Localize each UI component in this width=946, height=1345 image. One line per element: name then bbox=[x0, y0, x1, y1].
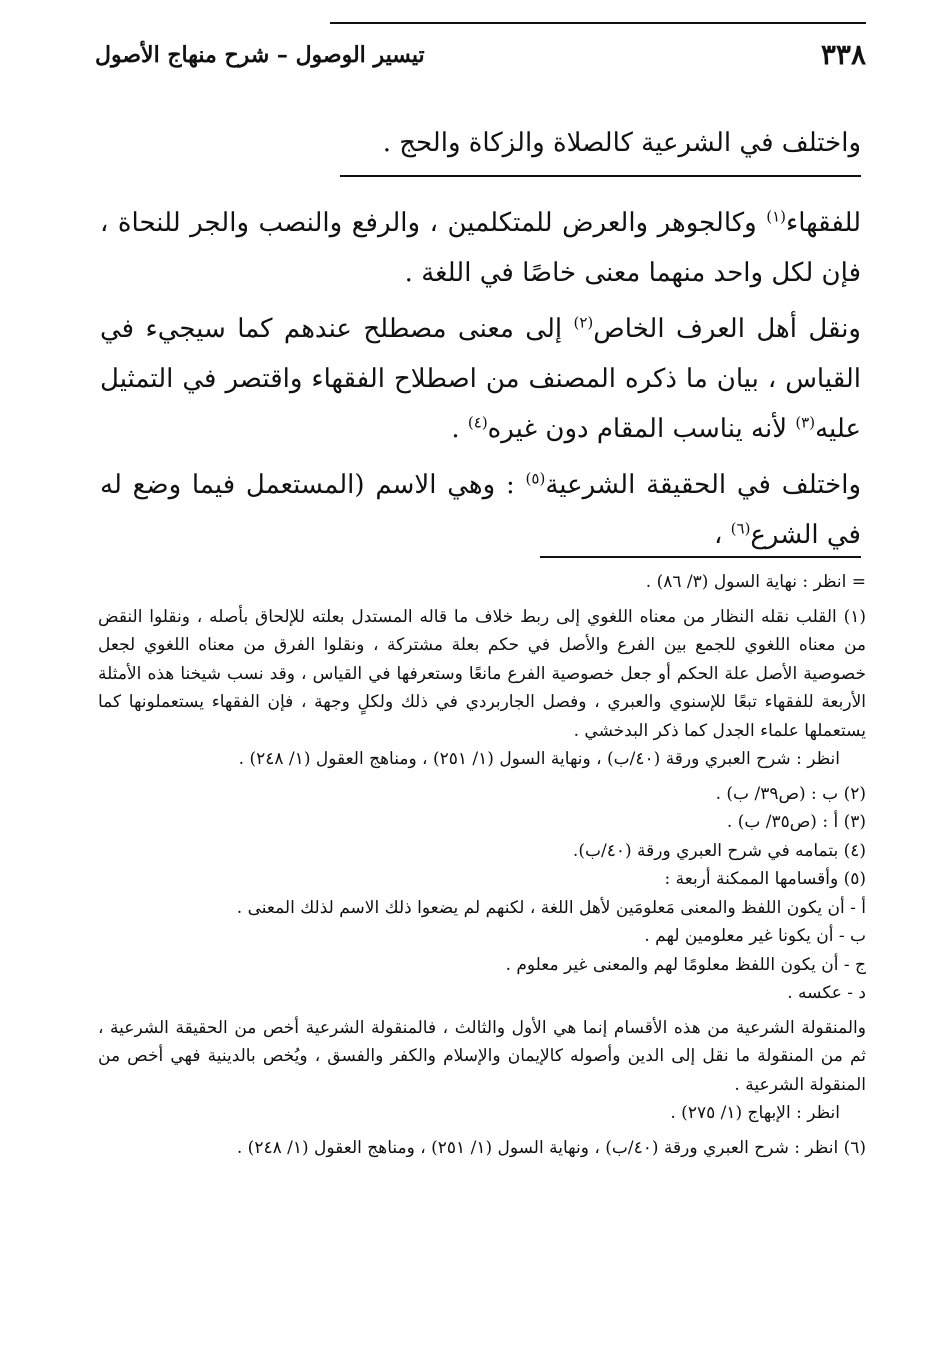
running-title: تيسير الوصول – شرح منهاج الأصول bbox=[95, 42, 425, 68]
footnote-ref-5: (٥) bbox=[525, 469, 546, 488]
main-text: واختلف في الحقيقة الشرعية bbox=[545, 470, 861, 500]
page-number: ٣٣٨ bbox=[820, 38, 866, 71]
footnote-ref-3: (٣) bbox=[795, 413, 816, 432]
footnote-1: (١) القلب نقله النظار من معناه اللغوي إلى ربط خلاف ما قاله المستدل بعلته للإلحاق بأصله ، ونقلوا النقض من معناه اللغوي للجمع بين الفرع والأصل في حكم بعلة مشتركة ، ونقلوا الفرق من معناه اللغوي لجعل خصوصية الأصل علة الحكم أو جعل خصوصية الفرع مانعًا وستعرفها في القياس ، وقد نسب شيخنا هذه الأمثلة الأربعة للفقهاء تبعًا للإسنوي والعبري ، وفصل الجاربردي في ذلك ولكلٍ وجهة ، فإن الفقهاء يستعملونها كما يستعملها علماء الجدل كما ذكر البدخشي . bbox=[98, 606, 866, 741]
footnote-1-source: انظر : شرح العبري ورقة (٤٠/ب) ، ونهاية السول (١/ ٢٥١) ، ومناهج العقول (١/ ٢٤٨) . bbox=[238, 749, 840, 769]
footnote-continuation: = انظر : نهاية السول (٣/ ٨٦) . bbox=[645, 572, 866, 592]
main-text: إلى معنى مصطلح عندهم كما سيجيء في القياس ، بيان ما ذكره المصنف من اصطلاح الفقهاء واقتصر في التمثيل عليه bbox=[100, 314, 861, 444]
main-paragraph-4 bbox=[100, 460, 861, 560]
footnote-5-item-b: ب - أن يكونا غير معلومين لهم . bbox=[644, 926, 866, 946]
footnote-5-item-c: ج - أن يكون اللفظ معلومًا لهم والمعنى غير معلوم . bbox=[505, 954, 866, 975]
header-rule bbox=[330, 22, 866, 24]
main-text: لأنه يناسب المقام دون غيره bbox=[487, 414, 796, 444]
main-text: للفقهاء bbox=[786, 208, 861, 238]
main-paragraph-2 bbox=[100, 198, 861, 298]
footnote-5-source: انظر : الإبهاج (١/ ٢٧٥) . bbox=[670, 1103, 840, 1123]
main-text-1: واختلف في الشرعية كالصلاة والزكاة والحج . bbox=[382, 128, 861, 158]
footnote-3: (٣) أ : (ص٣٥/ ب) . bbox=[726, 812, 866, 832]
main-text: ونقل أهل العرف الخاص bbox=[593, 314, 861, 344]
main-text: وكالجوهر والعرض للمتكلمين ، والرفع والنصب والجر للنحاة ، فإن لكل واحد منهما معنى خاصًا في اللغة . bbox=[100, 208, 861, 288]
footnote-5-item-d: د - عكسه . bbox=[787, 983, 866, 1003]
footnote-5-summary: والمنقولة الشرعية من هذه الأقسام إنما هي الأول والثالث ، فالمنقولة الشرعية أخص من الحقيقة الشرعية ، ثم من المنقولة ما نقل إلى الدين وأصوله كالإيمان والإسلام والكفر والفسق ، ويُخص بالدينية فهي أخص من المنقولة الشرعية . bbox=[98, 1017, 866, 1095]
main-text: . bbox=[451, 414, 468, 444]
main-text: : وهي الاسم (المستعمل فيما وضع له في الشرع bbox=[100, 470, 861, 550]
footnote-5-item-a: أ - أن يكون اللفظ والمعنى مَعلومَين لأهل اللغة ، لكنهم لم يضعوا ذلك الاسم لذلك المعنى . bbox=[236, 897, 866, 918]
main-line-1 bbox=[100, 118, 861, 168]
footnote-2: (٢) ب : (ص٣٩/ ب) . bbox=[715, 783, 866, 804]
footnote-ref-2: (٢) bbox=[573, 313, 594, 332]
section-rule bbox=[340, 175, 861, 177]
footnote-separator bbox=[540, 556, 861, 558]
footnotes bbox=[98, 568, 866, 1162]
footnote-ref-4: (٤) bbox=[467, 413, 488, 432]
footnote-ref-1: (١) bbox=[766, 207, 787, 226]
footnote-5: (٥) وأقسامها الممكنة أربعة : bbox=[664, 869, 866, 889]
footnote-ref-6: (٦) bbox=[730, 519, 751, 538]
main-text: ، bbox=[713, 520, 731, 550]
footnote-4: (٤) بتمامه في شرح العبري ورقة (٤٠/ب). bbox=[572, 840, 866, 861]
main-paragraph-3 bbox=[100, 304, 861, 454]
footnote-6: (٦) انظر : شرح العبري ورقة (٤٠/ب) ، ونهاية السول (١/ ٢٥١) ، ومناهج العقول (١/ ٢٤٨) . bbox=[236, 1137, 866, 1158]
page-header bbox=[95, 38, 866, 78]
